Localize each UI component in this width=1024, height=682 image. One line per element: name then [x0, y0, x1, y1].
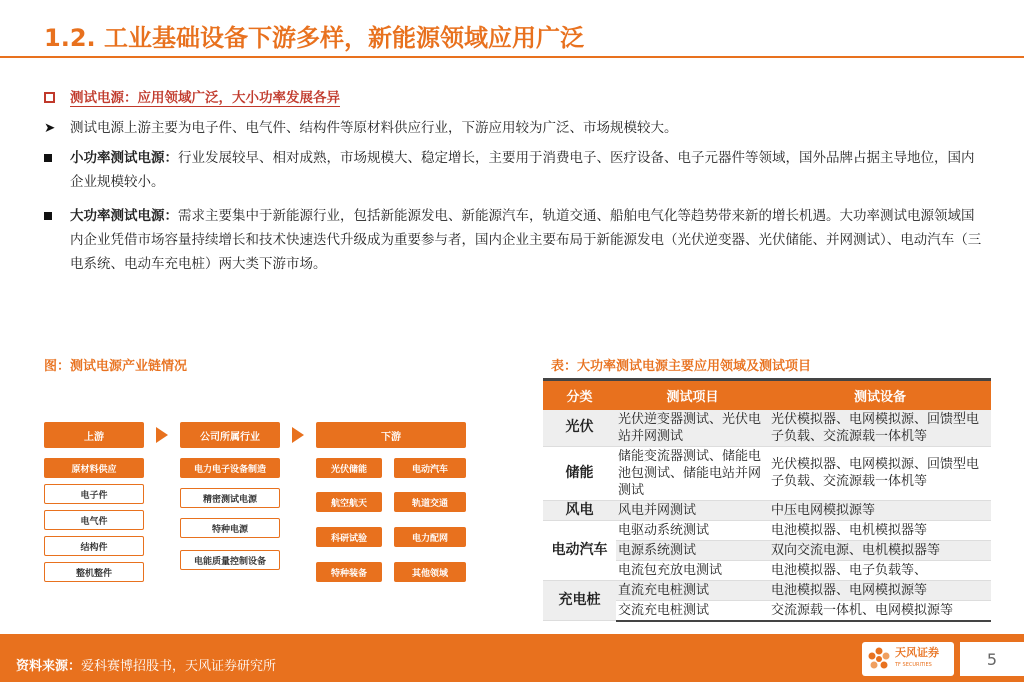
- page-number: 5: [960, 642, 1024, 676]
- table-row: [543, 580, 991, 600]
- table-cell: 双向交流电源、电机模拟器等: [769, 540, 991, 560]
- title-divider: [0, 56, 1024, 58]
- bullet-lead: 小功率测试电源：: [70, 150, 178, 166]
- downstream-item: 轨道交通: [394, 492, 466, 512]
- upstream-header: 上游: [44, 422, 144, 448]
- table-header: 测试项目: [616, 380, 769, 410]
- table-category: 充电桩: [543, 580, 616, 621]
- downstream-item: 电动汽车: [394, 458, 466, 478]
- table-caption: 表：大功率测试电源主要应用领域及测试项目: [551, 359, 812, 374]
- table-cell: 中压电网模拟源等: [769, 500, 991, 520]
- bullet-text: 需求主要集中于新能源行业，包括新能源发电、新能源汽车，轨道交通、船舶电气化等趋势带来新的增长机遇。大功率测试电源领域国内企业凭借市场容量持续增长和技术快速迭代升级成为重要参与者，国内企业主要布局于新能源发电（光伏逆变器、光伏储能、并网测试）、电动汽车（三电系统、电动车充电桩）两大类下游市场。: [70, 208, 982, 272]
- table-row: [543, 410, 991, 447]
- bullet-section: [44, 86, 984, 276]
- table-cell: 电池模拟器、电网模拟源等: [769, 580, 991, 600]
- table-header: 测试设备: [769, 380, 991, 410]
- section-heading-row: [44, 86, 984, 110]
- arrow-bullet-icon: ➤: [44, 120, 56, 136]
- logo-name: 天风证券: [895, 646, 939, 659]
- page-title: 1.2. 工业基础设备下游多样，新能源领域应用广泛: [44, 24, 584, 52]
- table-cell: 光伏模拟器、电网模拟源、回馈型电子负载、交流源载一体机等: [769, 410, 991, 447]
- table-category: 风电: [543, 500, 616, 520]
- downstream-item: 科研试验: [316, 527, 382, 547]
- square-bullet-icon: [44, 204, 64, 228]
- source-label: 资料来源：: [16, 659, 82, 674]
- company-item: 电力电子设备制造: [180, 458, 280, 478]
- section-heading: 测试电源：应用领域广泛，大小功率发展各异: [70, 90, 340, 106]
- company-logo: [862, 642, 954, 676]
- table-cell: 电驱动系统测试: [616, 520, 769, 540]
- upstream-item: 结构件: [44, 536, 144, 556]
- downstream-item: 光伏储能: [316, 458, 382, 478]
- logo-subtitle: TF SECURITIES: [895, 662, 932, 668]
- company-item: 特种电源: [180, 518, 280, 538]
- table-cell: 光伏模拟器、电网模拟源、回馈型电子负载、交流源载一体机等: [769, 446, 991, 500]
- table-cell: 电流包充放电测试: [616, 560, 769, 580]
- chain-arrow-icon: [156, 427, 168, 443]
- table-cell: 储能变流器测试、储能电池包测试、储能电站并网测试: [616, 446, 769, 500]
- bullet-text: 行业发展较早、相对成熟，市场规模大、稳定增长，主要用于消费电子、医疗设备、电子元器件等领域，国外品牌占据主导地位，国内企业规模较小。: [70, 150, 975, 190]
- industry-chain-diagram: [44, 422, 494, 592]
- table-cell: 电源系统测试: [616, 540, 769, 560]
- square-bullet-icon: [44, 146, 64, 170]
- downstream-item: 航空航天: [316, 492, 382, 512]
- table-header-row: [543, 380, 991, 410]
- table-row: [543, 446, 991, 500]
- table-cell: 风电并网测试: [616, 500, 769, 520]
- bullet-text: 测试电源上游主要为电子件、电气件、结构件等原材料供应行业，下游应用较为广泛、市场规模较大。: [70, 120, 678, 136]
- table-header: 分类: [543, 380, 616, 410]
- company-header: 公司所属行业: [180, 422, 280, 448]
- table-category: 电动汽车: [543, 520, 616, 580]
- table-category: 储能: [543, 446, 616, 500]
- table-category: 光伏: [543, 410, 616, 447]
- footer-bar: [0, 634, 1024, 682]
- table-row: [543, 520, 991, 540]
- downstream-item: 其他领域: [394, 562, 466, 582]
- company-item: 电能质量控制设备: [180, 550, 280, 570]
- table-cell: 电池模拟器、电机模拟器等: [769, 520, 991, 540]
- chain-arrow-icon: [292, 427, 304, 443]
- upstream-item: 电子件: [44, 484, 144, 504]
- bullet-item: [44, 146, 984, 194]
- table-row: [543, 500, 991, 520]
- figure-caption: 图：测试电源产业链情况: [44, 359, 188, 374]
- downstream-item: 电力配网: [394, 527, 466, 547]
- company-item: 精密测试电源: [180, 488, 280, 508]
- table-cell: 直流充电桩测试: [616, 580, 769, 600]
- table-cell: 电池模拟器、电子负载等、: [769, 560, 991, 580]
- upstream-item: 整机整件: [44, 562, 144, 582]
- source-text: 爱科赛博招股书，天风证券研究所: [81, 659, 277, 674]
- downstream-item: 特种装备: [316, 562, 382, 582]
- upstream-item: 电气件: [44, 510, 144, 530]
- bullet-item: [44, 116, 984, 140]
- bullet-item: [44, 204, 984, 276]
- table-cell: 交流源载一体机、电网模拟源等: [769, 600, 991, 621]
- upstream-item: 原材料供应: [44, 458, 144, 478]
- bullet-lead: 大功率测试电源：: [70, 208, 178, 224]
- flower-logo-icon: [866, 646, 892, 672]
- table-cell: 光伏逆变器测试、光伏电站并网测试: [616, 410, 769, 447]
- downstream-header: 下游: [316, 422, 466, 448]
- application-table: [543, 378, 991, 622]
- source-note: [16, 655, 276, 674]
- hollow-square-icon: [44, 86, 64, 111]
- table-cell: 交流充电桩测试: [616, 600, 769, 621]
